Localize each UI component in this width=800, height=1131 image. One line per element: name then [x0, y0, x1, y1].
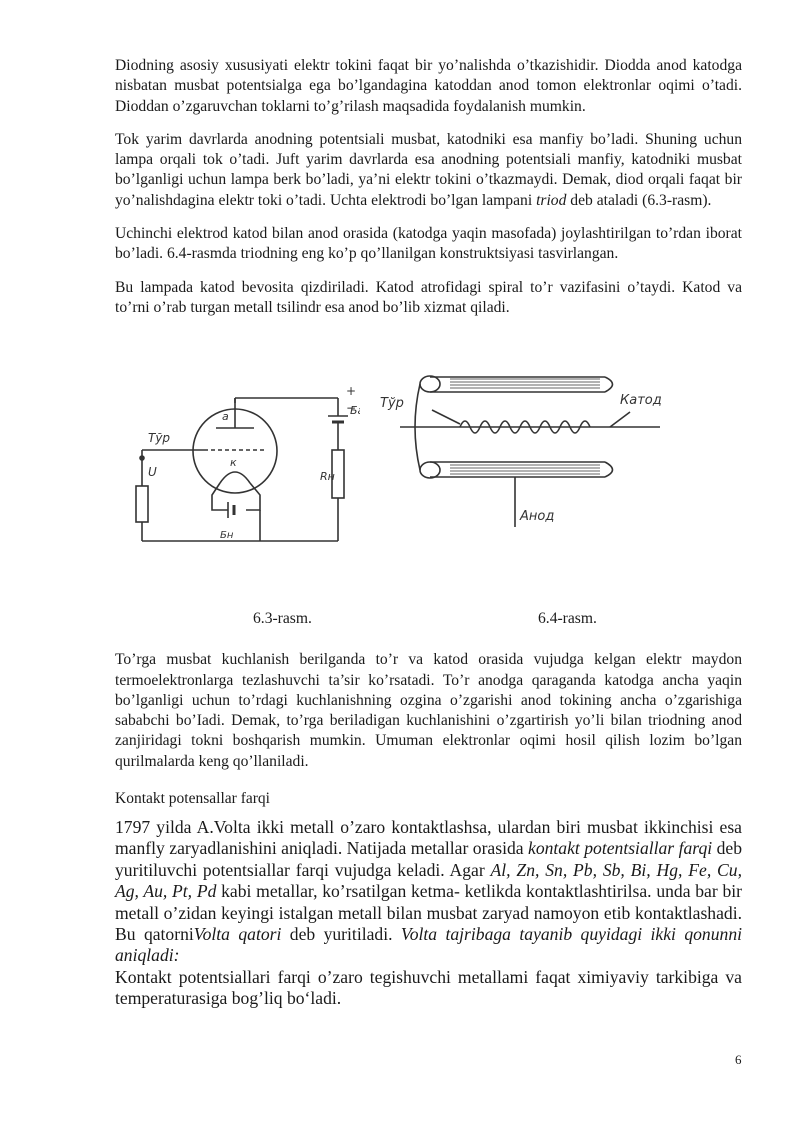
paragraph-third-electrode: Uchinchi elektrod katod bilan anod orasida (katodga yaqin masofada) joylashtirilgan to’rdan iborat bo’ladi. 6.4-rasmda triodning eng ko’p qo’llanilgan konstruktsiyasi tasvirlangan. [115, 225, 742, 263]
text-run: kabi metallar, ko’rsatilgan ketma- ketlikda kontaktlashtirilsa. unda bar bir metall o’zidan keyingi istalgan metall bilan musbat zaryad namoyon etib kontaktlashadi. Bu qatorni [115, 881, 743, 945]
paragraph-volta-law: Kontakt potentsiallari farqi o’zaro tegishuvchi metallami faqat ximiyaviy tarkibiga va temperaturasiga bog’liq bo‘ladi. [115, 966, 742, 1009]
text-run: Tok yarim davrlarda anodning potentsiali musbat, katodniki esa manfiy bo’ladi. Shuning uchun lampa orqali tok o’tadi. Juft yarim davrlarda esa anodning potentsiali manfiy, katodniki musbat bo’lganligi uchun lampa berk bo’ladi, ya’ni elektr tokini o’tkazmaydi. Demak, diod orqali faqat bir yo’nalishdagina elektr toki o’tadi. Uchta elektrodi bo’lgan lampani [115, 130, 742, 209]
text-run: 1797 yilda A.Volta ikki metall o’zaro kontaktlashsa, ulardan biri musbat ikkinchisi esa manfly zaryadlanishini aniqladi. Natijada metallar orasida [115, 817, 742, 859]
paragraph-diode: Diodning asosiy xususiyati elektr tokini faqat bir yo’nalishda o’tkazishidir. Diodda anod katodga nisbatan musbat potentsialga ega bo’lgandagina katoddan anod tomon elektronlar oqimi o’tadi. Dioddan o’zgaruvchan toklarni to’g’rilash maqsadida foydalanish mumkin. [115, 57, 742, 115]
figures-row [115, 358, 742, 650]
grid-label: Тўр [148, 431, 171, 446]
battery-bh-label: Бн [220, 530, 234, 542]
italic-metal-list: Al, Zn, Sn, Pb, Sb, Bi, Hg, Fe, Cu, Ag, Au, Pt, Pd [115, 859, 742, 902]
triode-construction-drawing [380, 352, 670, 552]
text-run: deb yuritiladi. [281, 924, 401, 945]
paragraph-volta [115, 817, 742, 967]
text-run: deb ataladi (6.3-rasm). [566, 191, 712, 209]
grid-label: Тўр [380, 396, 404, 412]
battery-ba-label: Б [350, 404, 358, 418]
paragraph-lamp-cathode: Bu lampada katod bevosita qizdiriladi. Katod atrofidagi spiral to’r vazifasini o’taydi. Katod va to’rni o’rab turgan metall tsilindr esa anod bo’lib xizmat qiladi. [115, 278, 742, 316]
anode-label: Анод [520, 509, 555, 525]
italic-volta-laws-intro: Volta tajribaga tayanib quyidagi ikki qonunni aniqladi: [115, 924, 743, 966]
minus-sign: − [346, 401, 357, 416]
text-run: deb yuritiluvchi potentsiallar farqi vujudga keladi. Agar [115, 838, 742, 880]
cathode-label-k: к [230, 456, 237, 470]
figure-6-4 [380, 352, 670, 557]
italic-term-contact-potential: kontakt potentsiallar farqi [528, 838, 713, 859]
volta-section [115, 817, 742, 1010]
triode-circuit-diagram [120, 358, 360, 553]
document-page [115, 56, 742, 1010]
italic-term-volta-series: Volta qatori [193, 924, 282, 945]
anode-label-a: a [222, 410, 229, 424]
cathode-label: Катод [620, 393, 662, 409]
paragraph-half-periods [115, 130, 742, 211]
paragraph-grid-voltage: To’rga musbat kuchlanish berilganda to’r va katod orasida vujudga kelgan elektr maydon termoelektronlarga tezlashuvchi ta’sir ko’rsatadi. To’r anodga qaraganda katodga ancha yaqin bo’lganligi uchun to’rdagi kuchlanishning ozgina o’zgarishi anod tokining ancha o’zgarishiga sababchi bo’Iadi. Demak, to’rga beriladigan kuchlanishini o’zgartirish yo’li bilan triodning anod zanjiridagi tokni boshqarish mumkin. Umuman elektronlar oqimi hosil qilish lozim bo’lgan qurilmalarda keng qo’llaniladi. [115, 651, 742, 770]
caption-6-3: 6.3-rasm. [253, 610, 312, 628]
caption-6-4: 6.4-rasm. [538, 610, 597, 628]
plus-sign: + [346, 384, 357, 399]
voltage-u-label: U [148, 465, 157, 480]
page-number: 6 [735, 1052, 742, 1067]
resistor-rh-label: Rн [320, 470, 335, 484]
figure-6-3 [120, 358, 360, 558]
italic-term-triod: triod [536, 191, 567, 209]
section-heading: Kontakt potensallar farqi [115, 790, 270, 808]
